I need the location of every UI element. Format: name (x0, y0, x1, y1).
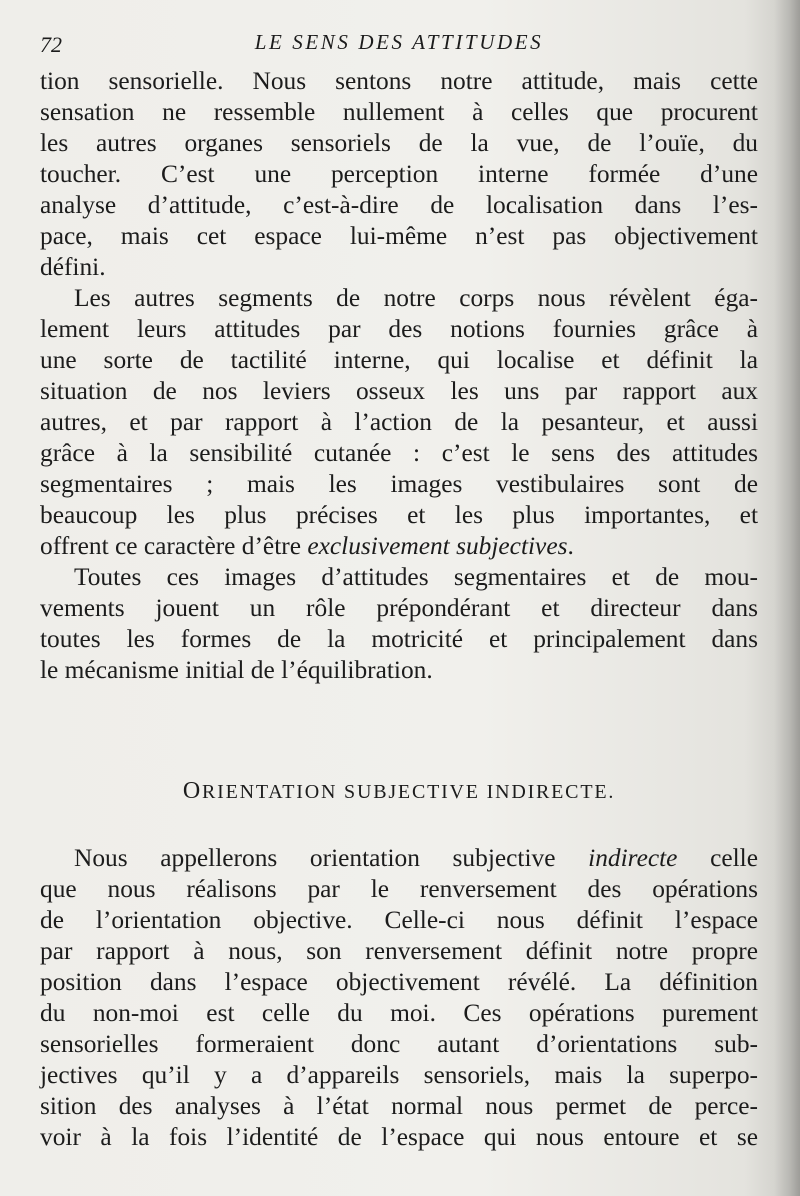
text-fragment: celle (677, 844, 759, 872)
text-line: une sorte de tactilité interne, qui localise et définit la (40, 346, 758, 374)
text-line: que nous réalisons par le renversement des opérations (40, 875, 758, 903)
text-line: Les autres segments de notre corps nous révèlent éga- (74, 284, 758, 312)
text-line: sensorielles formeraient donc autant d’orientations sub- (40, 1030, 758, 1058)
text-line: position dans l’espace objectivement révélé. La définition (40, 968, 758, 996)
text-line: sensation ne ressemble nullement à celles que procurent (40, 98, 758, 126)
text-line: sition des analyses à l’état normal nous permet de perce- (40, 1092, 758, 1120)
text-line: tion sensorielle. Nous sentons notre attitude, mais cette (40, 67, 758, 95)
text-block-upper (40, 66, 758, 686)
text-line: analyse d’attitude, c’est-à-dire de localisation dans l’es- (40, 191, 758, 219)
text-fragment: . (567, 532, 574, 560)
page-number: 72 (40, 32, 62, 57)
text-line: pace, mais cet espace lui-même n’est pas objectivement (40, 222, 758, 250)
heading-rest: RIENTATION SUBJECTIVE INDIRECTE. (201, 781, 616, 803)
text-line: les autres organes sensoriels de la vue, de l’ouïe, du (40, 129, 758, 157)
text-line: grâce à la sensibilité cutanée : c’est le sens des attitudes (40, 439, 758, 467)
section-heading (40, 778, 758, 805)
text-line: toucher. C’est une perception interne formée d’une (40, 160, 758, 188)
running-title: LE SENS DES ATTITUDES (254, 30, 544, 54)
emphasis-text: indirecte (588, 844, 678, 872)
text-line: voir à la fois l’identité de l’espace qui nous entoure et se (40, 1123, 758, 1151)
text-line: de l’orientation objective. Celle-ci nous définit l’espace (40, 906, 758, 934)
text-line: autres, et par rapport à l’action de la pesanteur, et aussi (40, 408, 758, 436)
text-line: segmentaires ; mais les images vestibulaires sont de (40, 470, 758, 498)
text-block-lower (40, 843, 758, 1153)
text-fragment: offrent ce caractère d’être (40, 532, 308, 560)
paragraph-1 (40, 66, 758, 283)
text-line: par rapport à nous, son renversement définit notre propre (40, 937, 758, 965)
text-line: lement leurs attitudes par des notions fournies grâce à (40, 315, 758, 343)
paragraph-4 (40, 843, 758, 1153)
heading-initial: O (182, 778, 202, 804)
text-fragment: Nous appellerons orientation subjective (74, 844, 589, 872)
emphasis-text: exclusivement subjectives (307, 532, 568, 560)
paragraph-2 (40, 283, 758, 562)
text-line: du non-moi est celle du moi. Ces opérations purement (40, 999, 758, 1027)
text-line: beaucoup les plus précises et les plus importantes, et (40, 501, 758, 529)
text-line: défini. (40, 253, 106, 281)
text-line (40, 843, 758, 874)
text-line: toutes les formes de la motricité et principalement dans (40, 625, 758, 653)
text-line: vements jouent un rôle prépondérant et directeur dans (40, 594, 758, 622)
page-edge-shadow (774, 0, 800, 1196)
text-line: situation de nos leviers osseux les uns par rapport aux (40, 377, 758, 405)
text-line: jectives qu’il y a d’appareils sensoriels, mais la superpo- (40, 1061, 758, 1089)
text-line (40, 531, 758, 562)
paragraph-3 (40, 562, 758, 686)
running-header (40, 30, 758, 60)
text-line: le mécanisme initial de l’équilibration. (40, 656, 433, 684)
text-line: Toutes ces images d’attitudes segmentaires et de mou- (74, 563, 758, 591)
